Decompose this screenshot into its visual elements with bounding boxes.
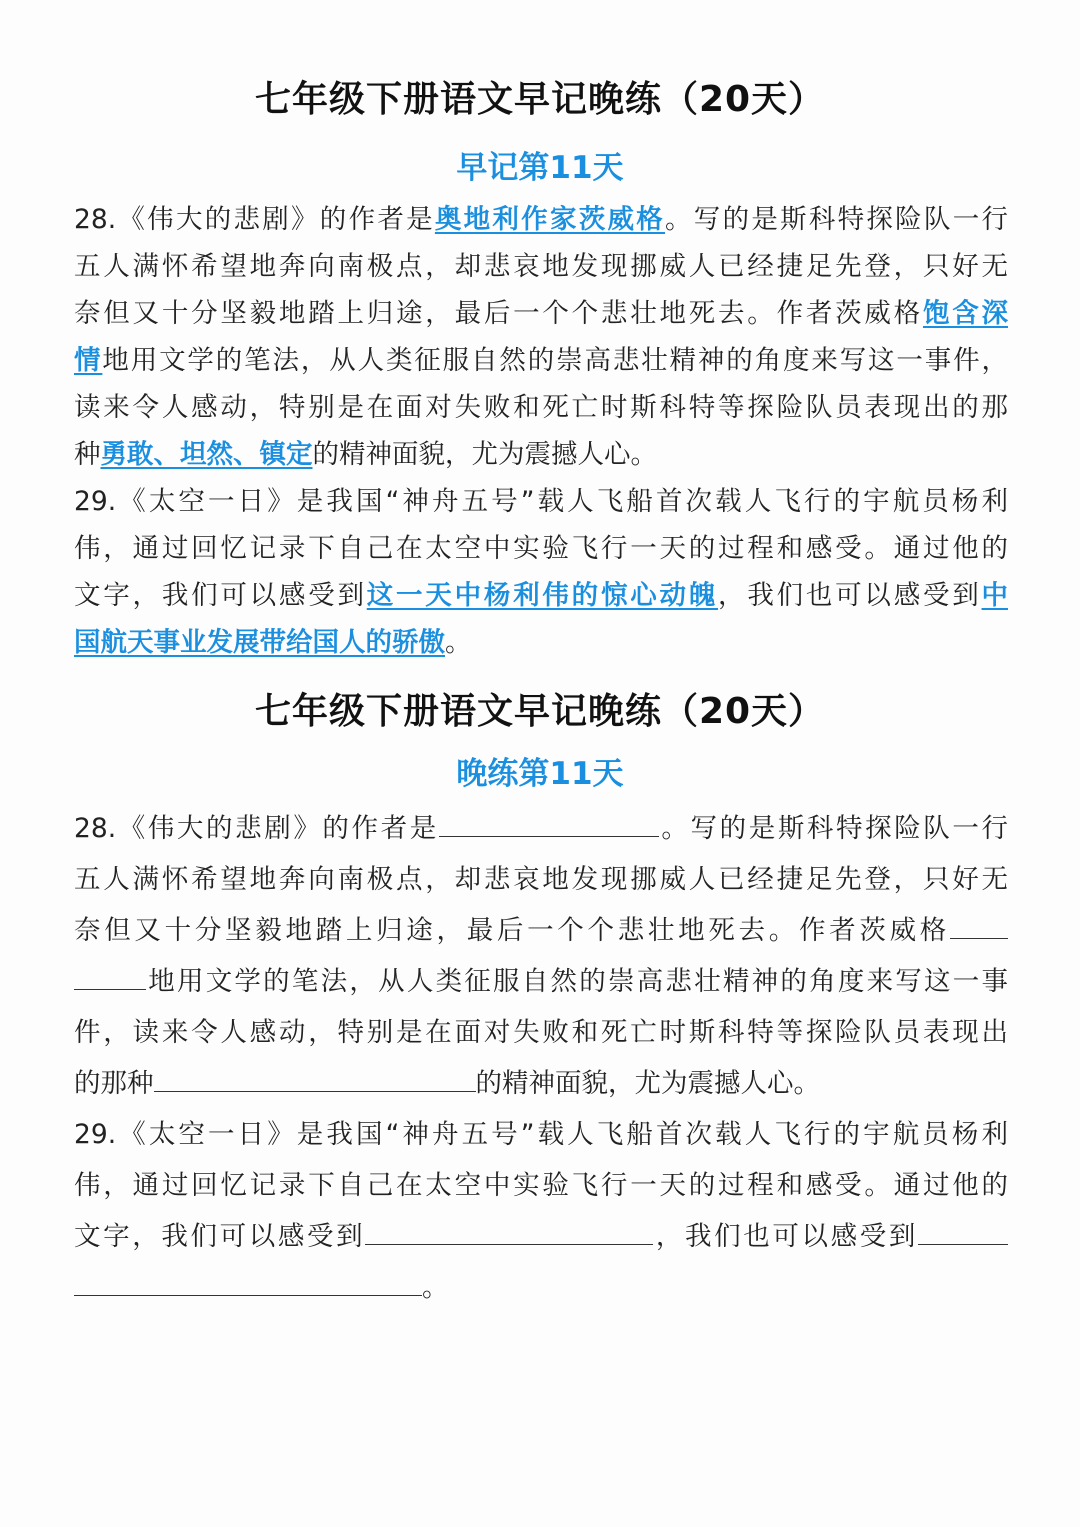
fill-blank[interactable] <box>439 814 659 837</box>
text-line: 文字，我们可以感受到 ，我们也可以感受到 <box>74 1211 1008 1262</box>
evening-exercise <box>74 803 1008 1313</box>
text-line: 五人满怀希望地奔向南极点，却悲哀地发现挪威人已经捷足先登，只好无 <box>74 864 1008 895</box>
fill-blank[interactable] <box>365 1222 653 1245</box>
fill-blank[interactable] <box>950 916 1008 939</box>
text-line: 情地用文学的笔法，从人类征服自然的崇高悲壮精神的角度来写这一事件， <box>74 345 1008 376</box>
text-line: 读来令人感动，特别是在面对失败和死亡时斯科特等探险队员表现出的那 <box>74 392 1008 423</box>
answer-highlight: 奥地利作家茨威格 <box>434 204 666 235</box>
text-line: 件，读来令人感动，特别是在面对失败和死亡时斯科特等探险队员表现出 <box>74 1017 1008 1048</box>
text-line: 伟，通过回忆记录下自己在太空中实验飞行一天的过程和感受。通过他的 <box>74 1170 1008 1201</box>
answer-highlight: 勇敢、坦然、镇定 <box>100 439 313 470</box>
answer-highlight: 饱含深 <box>922 298 1008 329</box>
text-line: 28.《伟大的悲剧》的作者是 。写的是斯科特探险队一行 <box>74 813 1008 844</box>
text-line: 五人满怀希望地奔向南极点，却悲哀地发现挪威人已经捷足先登，只好无 <box>74 251 1008 282</box>
page-title-repeat: 七年级下册语文早记晚练（20天） <box>254 691 826 732</box>
fill-blank[interactable] <box>154 1069 476 1092</box>
text-line: 28.《伟大的悲剧》的作者是奥地利作家茨威格。写的是斯科特探险队一行 <box>74 204 1008 235</box>
text-line: 地用文学的笔法，从人类征服自然的崇高悲壮精神的角度来写这一事 <box>74 956 1008 1007</box>
section-subtitle-evening: 晚练第11天 <box>456 756 624 792</box>
morning-notes <box>74 196 1008 666</box>
fill-blank[interactable] <box>74 967 146 990</box>
answer-highlight: 这一天中杨利伟的惊心动魄 <box>366 580 719 611</box>
fill-blank[interactable] <box>74 1273 422 1296</box>
fill-blank[interactable] <box>918 1222 1008 1245</box>
page-title: 七年级下册语文早记晚练（20天） <box>254 79 826 120</box>
answer-highlight: 国航天事业发展带给国人的骄傲 <box>74 627 445 658</box>
text-line: 。 <box>74 1262 1008 1313</box>
answer-highlight: 情 <box>74 345 103 376</box>
text-line: 伟，通过回忆记录下自己在太空中实验飞行一天的过程和感受。通过他的 <box>74 533 1008 564</box>
text-line: 29.《太空一日》是我国“神舟五号”载人飞船首次载人飞行的宇航员杨利 <box>74 486 1008 517</box>
text-line: 奈但又十分坚毅地踏上归途，最后一个个悲壮地死去。作者茨威格 <box>74 905 1008 956</box>
text-line: 国航天事业发展带给国人的骄傲。 <box>74 627 472 658</box>
text-line: 的那种 的精神面貌，尤为震撼人心。 <box>74 1068 820 1099</box>
text-line: 文字，我们可以感受到这一天中杨利伟的惊心动魄，我们也可以感受到中 <box>74 580 1008 611</box>
text-line: 种勇敢、坦然、镇定的精神面貌，尤为震撼人心。 <box>74 439 657 470</box>
section-subtitle-morning: 早记第11天 <box>456 150 624 186</box>
answer-highlight: 中 <box>981 580 1008 611</box>
text-line: 29.《太空一日》是我国“神舟五号”载人飞船首次载人飞行的宇航员杨利 <box>74 1119 1008 1150</box>
text-line: 奈但又十分坚毅地踏上归途，最后一个个悲壮地死去。作者茨威格饱含深 <box>74 298 1008 329</box>
